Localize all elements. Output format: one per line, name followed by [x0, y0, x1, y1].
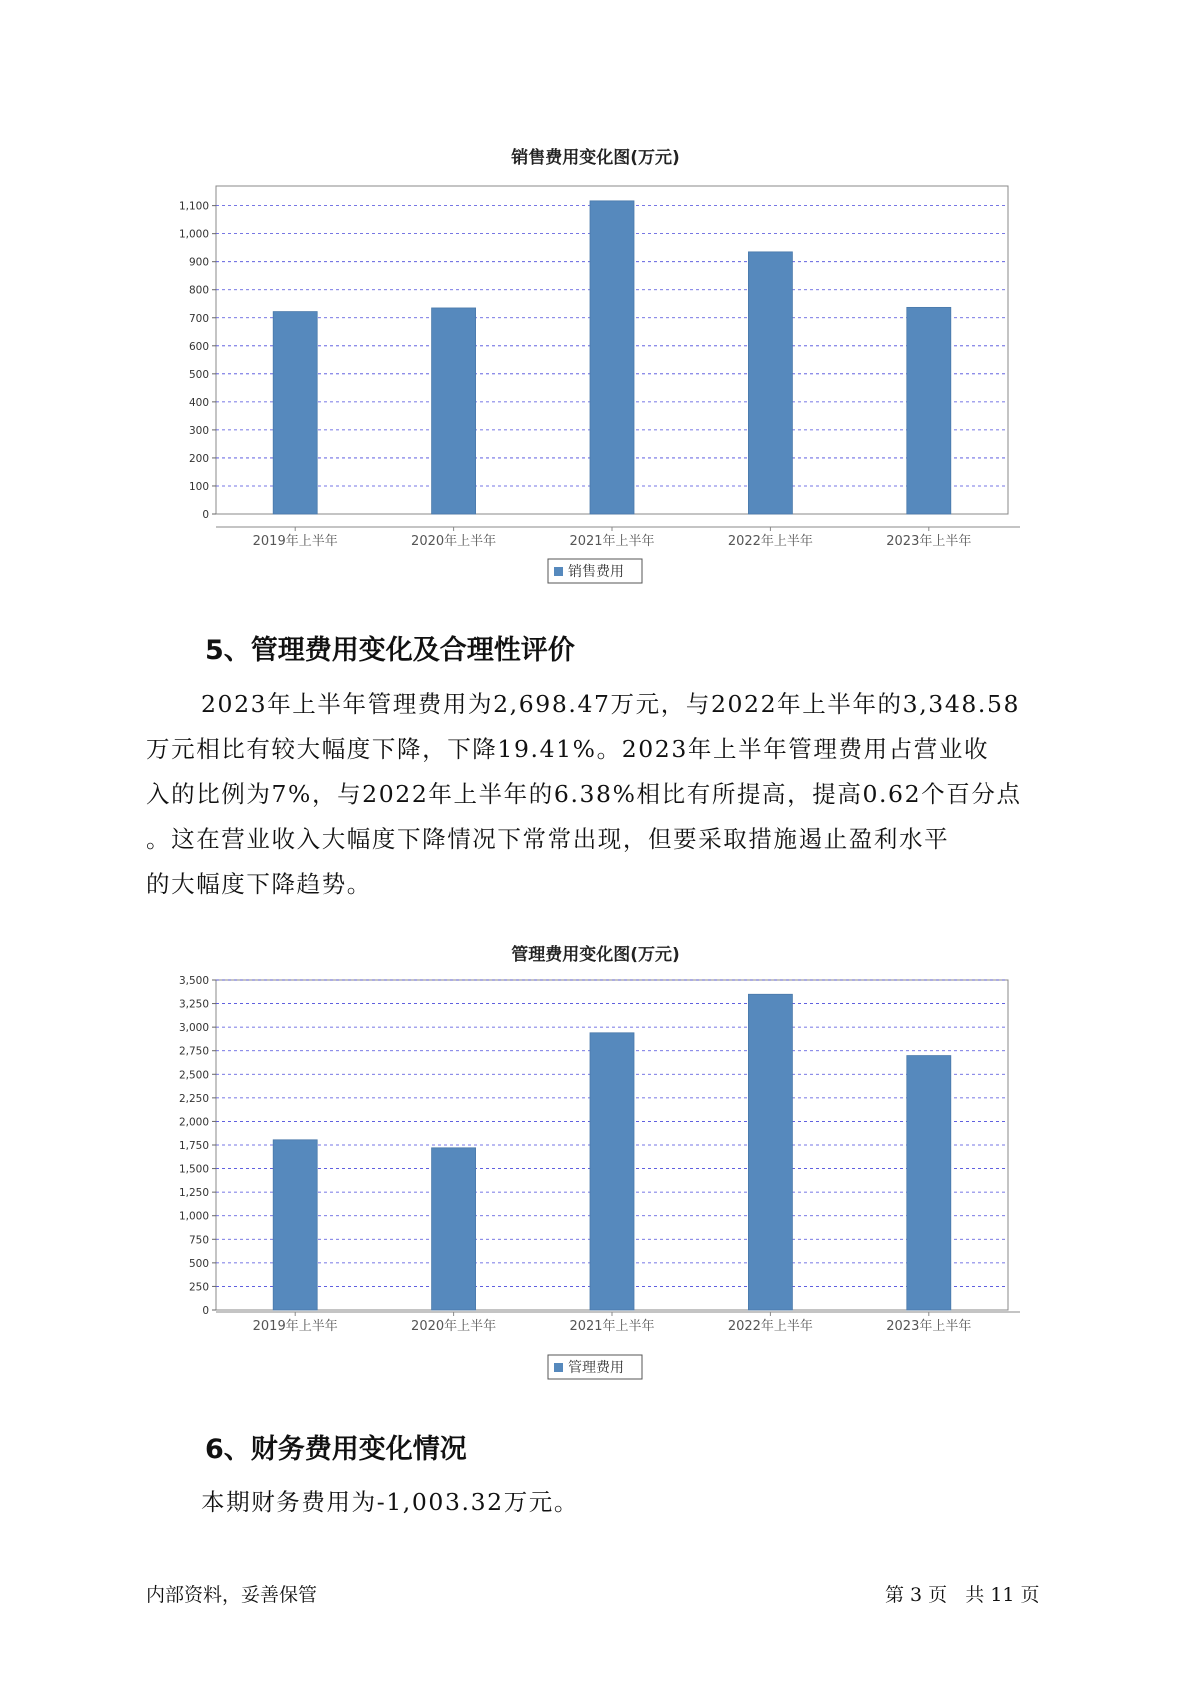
x-tick-label: 2021年上半年 [569, 1319, 655, 1334]
y-tick-label: 0 [202, 509, 209, 521]
footer-page-number: 第 3 页 共 11 页 [885, 1584, 1040, 1606]
paragraph-line: 入的比例为7%，与2022年上半年的6.38%相比有所提高，提高0.62个百分点 [146, 780, 1022, 808]
x-tick-label: 2023年上半年 [886, 534, 972, 549]
chart-title: 销售费用变化图(万元) [511, 148, 680, 168]
y-tick-label: 3,500 [178, 975, 209, 987]
y-tick-label: 2,000 [178, 1116, 209, 1129]
y-tick-label: 600 [188, 340, 209, 353]
y-tick-label: 2,250 [178, 1092, 209, 1105]
paragraph-line: 。这在营业收入大幅度下降情况下常常出现，但要采取措施遏止盈利水平 [146, 825, 950, 853]
x-tick-label: 2019年上半年 [252, 534, 338, 549]
y-tick-label: 2,500 [178, 1069, 209, 1082]
y-tick-label: 700 [188, 312, 209, 325]
chart-title: 管理费用变化图(万元) [511, 945, 680, 965]
paragraph-line: 万元相比有较大幅度下降，下降19.41%。2023年上半年管理费用占营业收 [146, 735, 990, 763]
y-tick-label: 250 [188, 1281, 209, 1294]
y-tick-label: 500 [188, 1257, 209, 1270]
y-tick-label: 1,500 [178, 1163, 209, 1176]
x-tick-label: 2019年上半年 [252, 1319, 338, 1334]
y-tick-label: 900 [188, 256, 209, 269]
paragraph-line: 2023年上半年管理费用为2,698.47万元，与2022年上半年的3,348.58 [201, 690, 1021, 718]
legend-swatch [554, 1363, 563, 1372]
y-tick-label: 100 [188, 480, 209, 493]
paragraph [201, 1480, 1101, 1525]
paragraph-line: 的大幅度下降趋势。 [146, 870, 372, 898]
bar [590, 1033, 634, 1310]
y-tick-label: 200 [188, 452, 209, 465]
footer-left: 内部资料，妥善保管 [146, 1584, 318, 1606]
x-tick-label: 2022年上半年 [727, 534, 813, 549]
y-tick-label: 1,000 [178, 228, 209, 241]
legend-label: 管理费用 [568, 1360, 624, 1376]
y-tick-label: 800 [188, 284, 209, 297]
x-tick-label: 2020年上半年 [411, 534, 497, 549]
legend-label: 销售费用 [568, 564, 624, 580]
bar [907, 1056, 951, 1310]
x-tick-label: 2020年上半年 [411, 1319, 497, 1334]
bar [748, 994, 792, 1310]
y-tick-label: 1,000 [178, 1210, 209, 1223]
bar [273, 1140, 317, 1310]
x-tick-label: 2022年上半年 [727, 1319, 813, 1334]
bar [432, 1148, 476, 1310]
y-tick-label: 2,750 [178, 1045, 209, 1058]
y-tick-label: 400 [188, 396, 209, 409]
paragraph-line: 本期财务费用为-1,003.32万元。 [201, 1488, 579, 1516]
x-tick-label: 2021年上半年 [569, 534, 655, 549]
section-heading: 6、财务费用变化情况 [205, 1434, 467, 1465]
y-tick-label: 300 [188, 424, 209, 437]
y-tick-label: 500 [188, 368, 209, 381]
section-heading: 5、管理费用变化及合理性评价 [205, 635, 575, 666]
y-tick-label: 3,000 [178, 1022, 209, 1035]
y-tick-label: 1,100 [178, 200, 209, 213]
y-tick-label: 750 [188, 1234, 209, 1247]
y-tick-label: 0 [202, 1305, 209, 1317]
x-tick-label: 2023年上半年 [886, 1319, 972, 1334]
y-tick-label: 1,250 [178, 1187, 209, 1200]
y-tick-label: 1,750 [178, 1140, 209, 1152]
y-tick-label: 3,250 [178, 998, 209, 1011]
